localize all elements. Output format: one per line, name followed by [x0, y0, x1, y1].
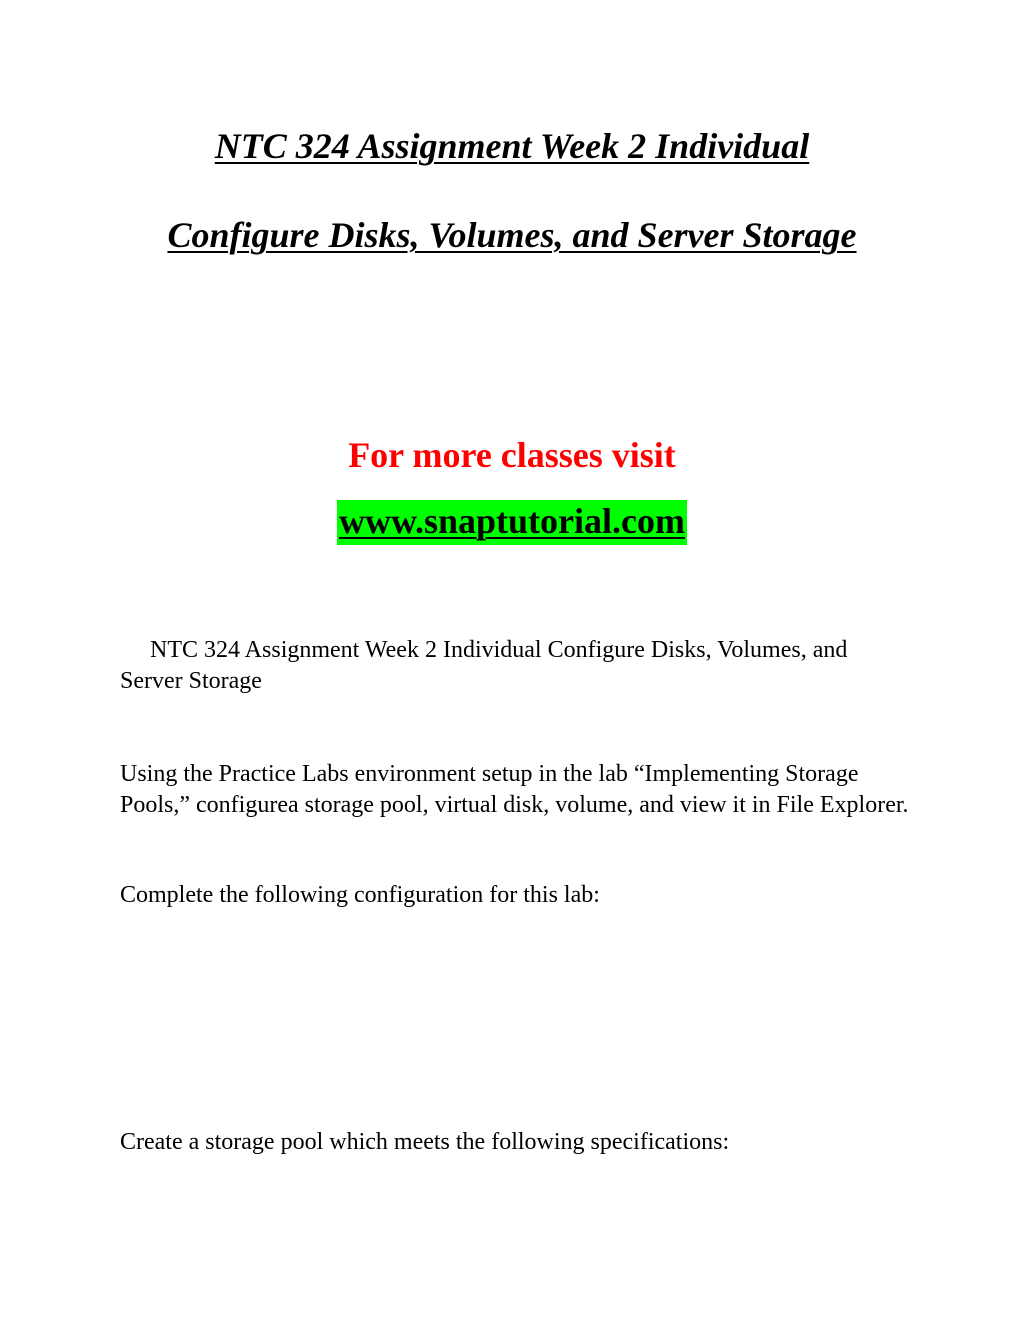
intro-paragraph: NTC 324 Assignment Week 2 Individual Configure Disks, Volumes, and Server Storage	[120, 637, 848, 694]
document-title-line-1: NTC 324 Assignment Week 2 Individual	[214, 126, 810, 166]
promo-text: For more classes visit	[348, 435, 676, 475]
configuration-paragraph: Complete the following configuration for this lab:	[120, 882, 600, 908]
storage-pool-paragraph: Create a storage pool which meets the following specifications:	[120, 1129, 730, 1155]
promo-link-container	[0, 500, 1024, 545]
instructions-paragraph: Using the Practice Labs environment setup in the lab “Implementing Storage Pools,” configurea storage pool, virtual disk, volume, and view it in File Explorer.	[120, 761, 909, 818]
promo-link[interactable]: www.snaptutorial.com	[337, 500, 687, 545]
document-title-line-2: Configure Disks, Volumes, and Server Storage	[167, 215, 857, 255]
